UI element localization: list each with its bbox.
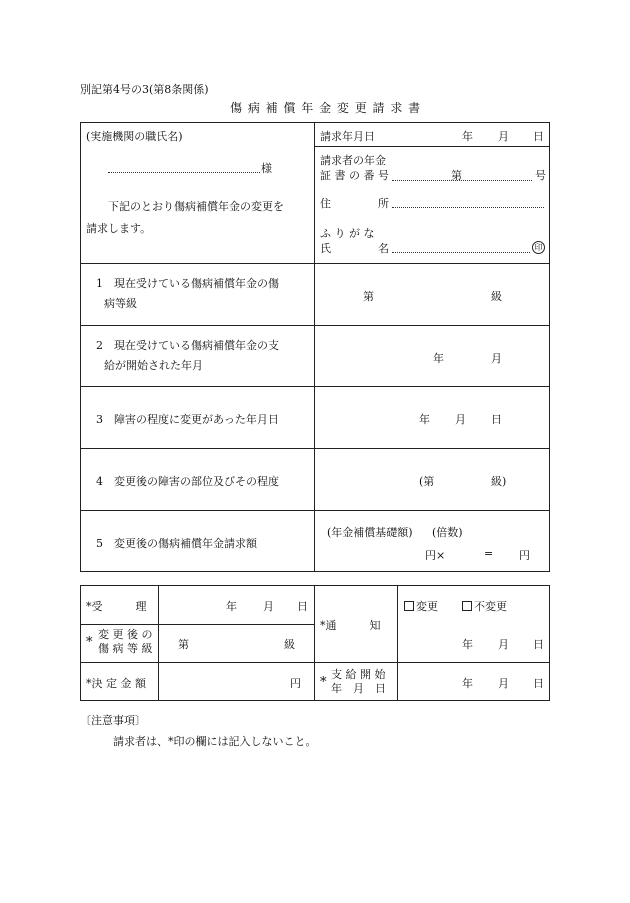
row4-value-kyu: 級) <box>491 475 507 488</box>
row-divider <box>80 448 550 449</box>
start-month: 月 <box>498 677 509 690</box>
furigana-label: ふ り が な <box>320 227 375 240</box>
column-divider <box>314 122 315 572</box>
grade-label-line2: 傷 病 等 級 <box>98 642 153 655</box>
request-date-label: 請求年月日 <box>320 130 375 143</box>
cert-label-line1: 請求者の年金 <box>320 154 386 167</box>
row1-label-line1: 1 現在受けている傷病補償年金の傷 <box>96 277 279 290</box>
option-change[interactable] <box>404 598 438 614</box>
option-no-change[interactable] <box>462 598 507 614</box>
start-label-line2: 年 月 日 <box>331 682 386 695</box>
row5-base-label: (年金補償基礎額) <box>327 526 413 539</box>
row-divider <box>314 146 550 147</box>
option-change-text: 変更 <box>416 600 438 613</box>
asterisk-mark: * <box>320 675 327 690</box>
row-divider <box>80 386 550 387</box>
receipt-label: *受 理 <box>86 600 147 613</box>
grade-kyu: 級 <box>284 638 295 651</box>
institution-name-field[interactable] <box>108 172 260 173</box>
receipt-day: 日 <box>297 600 308 613</box>
date-year: 年 <box>462 130 473 143</box>
row5-equals: = <box>484 547 494 560</box>
grade-dai: 第 <box>178 638 189 651</box>
notice-day: 日 <box>533 638 544 651</box>
row1-value-dai: 第 <box>363 290 374 303</box>
asterisk-mark: * <box>86 635 93 650</box>
row2-label-line2: 給が開始された年月 <box>104 359 203 372</box>
form-number: 別記第4号の3(第8条関係) <box>80 83 209 96</box>
row-divider <box>80 510 550 511</box>
row5-yen: 円 <box>519 549 530 562</box>
row2-value-year: 年 <box>433 352 444 365</box>
row5-label: 5 変更後の傷病補償年金請求額 <box>96 537 257 550</box>
row5-yen-times: 円× <box>425 549 446 562</box>
address-label-2: 所 <box>378 197 389 210</box>
honorific: 様 <box>261 162 272 175</box>
name-label-2: 名 <box>378 242 389 255</box>
start-day: 日 <box>533 677 544 690</box>
row3-value-day: 日 <box>491 413 502 426</box>
grade-label-line1: 変 更 後 の <box>98 628 153 641</box>
row3-value-month: 月 <box>455 413 466 426</box>
form-title: 傷 病 補 償 年 金 変 更 請 求 書 <box>230 101 422 115</box>
row4-value-dai: (第 <box>419 475 435 488</box>
cert-dai: 第 <box>451 169 462 182</box>
row5-multiplier-label: (倍数) <box>432 526 463 539</box>
notice-label: *通 知 <box>320 619 381 632</box>
receipt-month: 月 <box>263 600 274 613</box>
name-field[interactable] <box>392 252 530 253</box>
column-divider <box>158 585 159 701</box>
row1-value-kyu: 級 <box>491 290 502 303</box>
no-change-checkbox[interactable] <box>462 601 472 611</box>
date-day: 日 <box>533 130 544 143</box>
notice-month: 月 <box>498 638 509 651</box>
start-label-line1: 支 給 開 始 <box>331 668 386 681</box>
date-month: 月 <box>498 130 509 143</box>
notes-text: 請求者は、*印の欄には記入しないこと。 <box>113 735 317 748</box>
seal-mark: 印 <box>532 241 545 254</box>
cert-number-field[interactable] <box>392 180 532 181</box>
receipt-year: 年 <box>226 600 237 613</box>
cert-label-line2: 証 書 の 番 号 <box>320 169 389 182</box>
start-year: 年 <box>462 677 473 690</box>
request-text-line2: 請求します。 <box>86 222 152 235</box>
column-divider <box>314 585 315 701</box>
row2-value-month: 月 <box>491 352 502 365</box>
address-label-1: 住 <box>320 197 331 210</box>
row-divider <box>80 662 550 663</box>
row1-label-line2: 病等級 <box>104 297 137 310</box>
row2-label-line1: 2 現在受けている傷病補償年金の支 <box>96 339 279 352</box>
cert-go: 号 <box>535 169 546 182</box>
row3-value-year: 年 <box>419 413 430 426</box>
address-field[interactable] <box>392 207 544 208</box>
institution-label: (実施機関の職氏名) <box>86 130 183 143</box>
notice-year: 年 <box>462 638 473 651</box>
row-divider <box>80 624 314 625</box>
option-no-change-text: 不変更 <box>474 600 507 613</box>
change-checkbox[interactable] <box>404 601 414 611</box>
column-divider <box>397 585 398 701</box>
row4-label: 4 変更後の障害の部位及びその程度 <box>96 475 279 488</box>
row-divider <box>80 263 550 264</box>
row-divider <box>80 325 550 326</box>
row3-label: 3 障害の程度に変更があった年月日 <box>96 413 279 426</box>
name-label-1: 氏 <box>320 242 331 255</box>
request-text-line1: 下記のとおり傷病補償年金の変更を <box>108 200 284 213</box>
amount-yen: 円 <box>290 677 301 690</box>
amount-label: *決 定 金 額 <box>86 677 146 690</box>
notes-heading: 〔注意事項〕 <box>80 714 146 727</box>
